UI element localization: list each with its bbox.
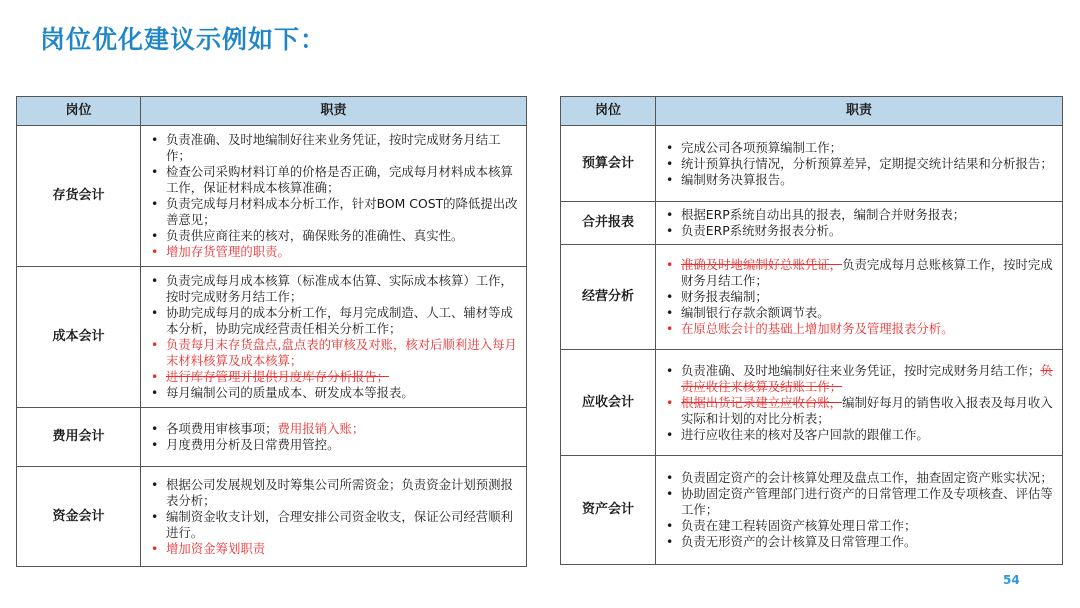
table-row	[17, 467, 527, 567]
deleted-text: 负责应收往来核算及结账工作；	[681, 362, 1053, 394]
role-cell: 预算会计	[561, 126, 656, 202]
bullet-icon: •	[151, 421, 159, 436]
table-row	[17, 267, 527, 408]
duty-text: 负责供应商往来的核对，确保账务的准确性、真实性。	[166, 228, 464, 243]
table-row	[561, 126, 1063, 202]
role-cell: 经营分析	[561, 245, 656, 350]
added-text: 增加资金筹划职责	[166, 540, 266, 556]
role-cell: 应收会计	[561, 350, 656, 456]
bullet-icon: •	[666, 155, 674, 171]
duty-text: 根据ERP系统自动出具的报表，编制合并财务报表；	[681, 207, 966, 222]
page-title: 岗位优化建议示例如下：	[40, 25, 327, 54]
duty-text: 根据公司发展规划及时筹集公司所需资金；负责资金计划预测报表分析；	[166, 476, 513, 508]
duty-text: 负责准确、及时地编制好往来业务凭证，按时完成财务月结工作；	[166, 132, 501, 163]
duty-text: 月度费用分析及日常费用管控。	[166, 437, 340, 452]
bullet-icon: •	[151, 385, 159, 400]
role-cell: 合并报表	[561, 202, 656, 245]
bullet-icon: •	[666, 171, 674, 187]
role-cell: 资产会计	[561, 456, 656, 565]
table-header-row	[561, 97, 1063, 126]
duty-item	[149, 385, 520, 401]
bullet-icon: •	[666, 139, 674, 155]
duty-text: 每月编制公司的质量成本、研发成本等报表。	[166, 385, 414, 400]
duty-text: 编制好每月的销售收入报表及每月收入实际和计划的对比分析表；	[681, 394, 1053, 426]
duty-text: 协助完成每月的成本分析工作，每月完成制造、人工、辅材等成本分析，协助完成经营责任相关分析工作；	[166, 305, 513, 336]
duty-item	[664, 305, 1056, 321]
role-cell: 存货会计	[17, 126, 141, 267]
bullet-icon: •	[666, 362, 674, 378]
duty-item	[149, 541, 520, 557]
duty-cell	[141, 467, 527, 567]
duty-item	[149, 421, 520, 437]
duty-text: 编制资金收支计划，合理安排公司资金收支，保证公司经营顺利进行。	[166, 508, 513, 540]
duty-text: 负责完成每月总账核算工作，按时完成财务月结工作；	[681, 257, 1053, 288]
added-text: 增加存货管理的职责。	[166, 244, 290, 259]
duty-cell	[656, 350, 1063, 456]
bullet-icon: •	[151, 337, 159, 352]
duty-cell	[141, 267, 527, 408]
bullet-icon: •	[666, 486, 674, 501]
duty-item	[664, 534, 1056, 550]
duty-item	[149, 228, 520, 244]
added-text: 在原总账会计的基础上增加财务及管理报表分析。	[681, 321, 954, 336]
duty-text: 财务报表编制；	[681, 289, 768, 304]
duty-text: 负责无形资产的会计核算及日常管理工作。	[681, 534, 917, 549]
duty-item	[149, 509, 520, 541]
duty-text: 负责完成每月材料成本分析工作，针对BOM COST的降低提出改善意见；	[166, 196, 518, 227]
header-duty: 职责	[656, 97, 1063, 126]
left-duty-table	[16, 96, 527, 567]
table-row	[561, 245, 1063, 350]
duty-text: 编制银行存款余额调节表。	[681, 305, 830, 320]
duty-item	[149, 132, 520, 164]
duty-item	[664, 363, 1056, 395]
bullet-icon: •	[666, 426, 674, 442]
deleted-text: 准确及时地编制好总账凭证，	[681, 257, 843, 272]
duty-text: 统计预算执行情况，分析预算差异，定期提交统计结果和分析报告；	[681, 155, 1053, 171]
duty-item	[149, 369, 520, 385]
table-row	[561, 350, 1063, 456]
bullet-icon: •	[666, 305, 674, 320]
bullet-icon: •	[151, 369, 159, 384]
page-number: 54	[1003, 573, 1020, 587]
duty-item	[664, 321, 1056, 337]
duty-item	[664, 172, 1056, 188]
bullet-icon: •	[151, 476, 159, 492]
added-text: 费用报销入账；	[277, 421, 365, 436]
role-cell: 费用会计	[17, 408, 141, 467]
duty-text: 负责准确、及时地编制好往来业务凭证，按时完成财务月结工作；	[681, 362, 1041, 378]
duty-text: 协助固定资产管理部门进行资产的日常管理工作及专项核查、评估等工作；	[681, 486, 1053, 517]
deleted-text: 进行库存管理并提供月度库存分析报告；	[166, 369, 390, 384]
bullet-icon: •	[151, 164, 159, 179]
duty-item	[664, 486, 1056, 518]
duty-text: 完成公司各项预算编制工作；	[681, 139, 843, 155]
role-cell: 资金会计	[17, 467, 141, 567]
header-role: 岗位	[17, 97, 141, 126]
bullet-icon: •	[666, 257, 674, 272]
duty-text: 各项费用审核事项；	[166, 421, 278, 436]
duty-item	[664, 395, 1056, 427]
duty-cell	[656, 202, 1063, 245]
duty-item	[664, 140, 1056, 156]
duty-item	[149, 477, 520, 509]
duty-item	[149, 337, 520, 369]
table-row	[561, 456, 1063, 565]
duty-item	[664, 427, 1056, 443]
header-duty: 职责	[141, 97, 527, 126]
added-text: 负责每月末存货盘点,盘点表的审核及对账，核对后顺利进入每月末材料核算及成本核算；	[166, 337, 517, 368]
bullet-icon: •	[666, 470, 674, 485]
bullet-icon: •	[666, 207, 674, 222]
bullet-icon: •	[666, 518, 674, 533]
bullet-icon: •	[666, 394, 674, 410]
bullet-icon: •	[151, 132, 159, 147]
table-row	[17, 126, 527, 267]
duty-cell	[656, 126, 1063, 202]
duty-item	[149, 196, 520, 228]
duty-item	[149, 244, 520, 260]
duty-cell	[656, 245, 1063, 350]
bullet-icon: •	[666, 321, 674, 336]
duty-text: 检查公司采购材料订单的价格是否正确，完成每月材料成本核算工作，保证材料成本核算准确；	[166, 164, 513, 195]
duty-item	[664, 257, 1056, 289]
bullet-icon: •	[666, 534, 674, 549]
duty-item	[149, 437, 520, 453]
duty-cell	[141, 126, 527, 267]
duty-item	[149, 273, 520, 305]
role-cell: 成本会计	[17, 267, 141, 408]
bullet-icon: •	[151, 437, 159, 452]
duty-text: 负责在建工程转固资产核算处理日常工作；	[681, 518, 917, 533]
bullet-icon: •	[151, 196, 159, 211]
duty-text: 负责完成每月成本核算（标准成本估算、实际成本核算）工作，按时完成财务月结工作；	[166, 273, 513, 304]
duty-item	[149, 305, 520, 337]
deleted-text: 根据出货记录建立应收台账，	[681, 394, 843, 410]
duty-cell	[141, 408, 527, 467]
bullet-icon: •	[151, 244, 159, 259]
bullet-icon: •	[666, 289, 674, 304]
bullet-icon: •	[666, 223, 674, 238]
duty-cell	[656, 456, 1063, 565]
bullet-icon: •	[151, 305, 159, 320]
bullet-icon: •	[151, 228, 159, 243]
duty-item	[149, 164, 520, 196]
header-role: 岗位	[561, 97, 656, 126]
duty-text: 编制财务决算报告。	[681, 171, 793, 187]
bullet-icon: •	[151, 540, 159, 556]
duty-text: 负责固定资产的会计核算处理及盘点工作，抽查固定资产账实状况；	[681, 470, 1053, 485]
duty-item	[664, 207, 1056, 223]
table-row	[561, 202, 1063, 245]
duty-item	[664, 518, 1056, 534]
duty-item	[664, 156, 1056, 172]
right-duty-table	[560, 96, 1063, 565]
duty-text: 进行应收往来的核对及客户回款的跟催工作。	[681, 426, 929, 442]
table-header-row	[17, 97, 527, 126]
duty-text: 负责ERP系统财务报表分析。	[681, 223, 842, 238]
bullet-icon: •	[151, 273, 159, 288]
bullet-icon: •	[151, 508, 159, 524]
duty-item	[664, 470, 1056, 486]
table-row	[17, 408, 527, 467]
duty-item	[664, 289, 1056, 305]
duty-item	[664, 223, 1056, 239]
